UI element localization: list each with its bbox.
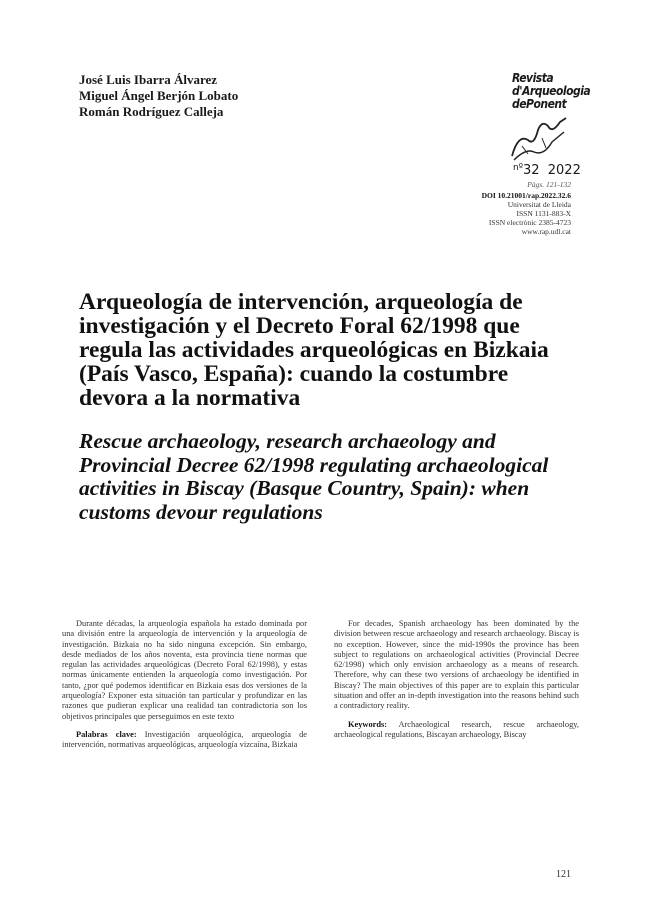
- keywords-text: Investigación arqueológica, arqueología de intervención, normativas arqueológicas, arqueología vizcaína, Bizkaia: [62, 729, 307, 750]
- journal-logo-icon: [508, 116, 570, 162]
- abstract-english-column: [334, 619, 579, 740]
- doi: DOI 10.21001/rap.2022.32.6: [481, 191, 571, 200]
- abstract-english: For decades, Spanish archaeology has been dominated by the division between rescue archaeology and research archaeology. Biscay is no exception. However, since the mid-1990s the province has been subject to regulations on archaeological activities (Provincial Decree 62/1998) which only envision archaeology as a means of research. Therefore, why can these two versions of archaeology be identified in Biscay? The main objectives of this paper are to explain this particular situation and offer an in-depth investigation into the reasons behind such a contradictory reality.: [334, 619, 579, 711]
- issn: ISSN 1131-883-X: [516, 209, 571, 218]
- journal-url: www.rap.udl.cat: [521, 227, 571, 236]
- keywords-spanish: [62, 730, 307, 751]
- keywords-english: [334, 720, 579, 741]
- title-english: Rescue archaeology, research archaeology and Provincial Decree 62/1998 regulating archaeological activities in Biscay (Basque Country, Spain): when customs devour regulations: [79, 429, 549, 524]
- page-range: Pàgs. 121-132: [527, 180, 571, 189]
- issue-year: 2022: [547, 163, 581, 178]
- keywords-label: Palabras clave:: [76, 729, 137, 739]
- author-list: [79, 72, 238, 120]
- keywords-text: Archaeological research, rescue archaeology, archaeological regulations, Biscayan archaeology, Biscay: [334, 719, 579, 739]
- keywords-label: Keywords:: [348, 719, 388, 729]
- publication-metadata: [482, 191, 571, 236]
- issue-number: [513, 163, 581, 178]
- journal-name: [512, 72, 592, 111]
- title-spanish: Arqueología de intervención, arqueología de investigación y el Decreto Foral 62/1998 que regula las actividades arqueológicas en Bizkaia (País Vasco, España): cuando la costumbre devora a la normativa: [79, 289, 549, 411]
- author-name: José Luis Ibarra Álvarez: [79, 72, 218, 87]
- abstract-spanish: Durante décadas, la arqueología española ha estado dominada por una división entre la arqueología de intervención y la arqueología de investigación. Bizkaia no ha sido ninguna excepción. Sin embargo, desde mediados de los años noventa, esta provincia tiene normas que regulan las actividades arqueológicas (Decreto Foral 62/1998), y estas normas únicamente entienden la arqueología como investigación. Por tanto, ¿por qué podemos identificar en Bizkaia esas dos versiones de la arqueología? Exponer esta situación tan particular y profundizar en las razones que pudieran explicar una realidad tan contradictoria son los objetivos principales que perseguimos en este texto: [62, 619, 307, 721]
- journal-name-line: d'Arqueologia: [512, 84, 591, 98]
- issue-prefix: nº: [513, 163, 523, 173]
- abstract-spanish-column: [62, 619, 307, 751]
- author-name: Miguel Ángel Berjón Lobato: [79, 88, 239, 103]
- university: Universitat de Lleida: [507, 200, 571, 209]
- journal-name-line: Revista: [512, 71, 554, 85]
- journal-name-line: dePonent: [512, 97, 567, 111]
- issue-value: 32: [522, 163, 540, 178]
- issn-electronic: ISSN electrònic 2385-4723: [488, 218, 571, 227]
- page-number: 121: [556, 869, 571, 880]
- author-name: Román Rodríguez Calleja: [79, 104, 224, 119]
